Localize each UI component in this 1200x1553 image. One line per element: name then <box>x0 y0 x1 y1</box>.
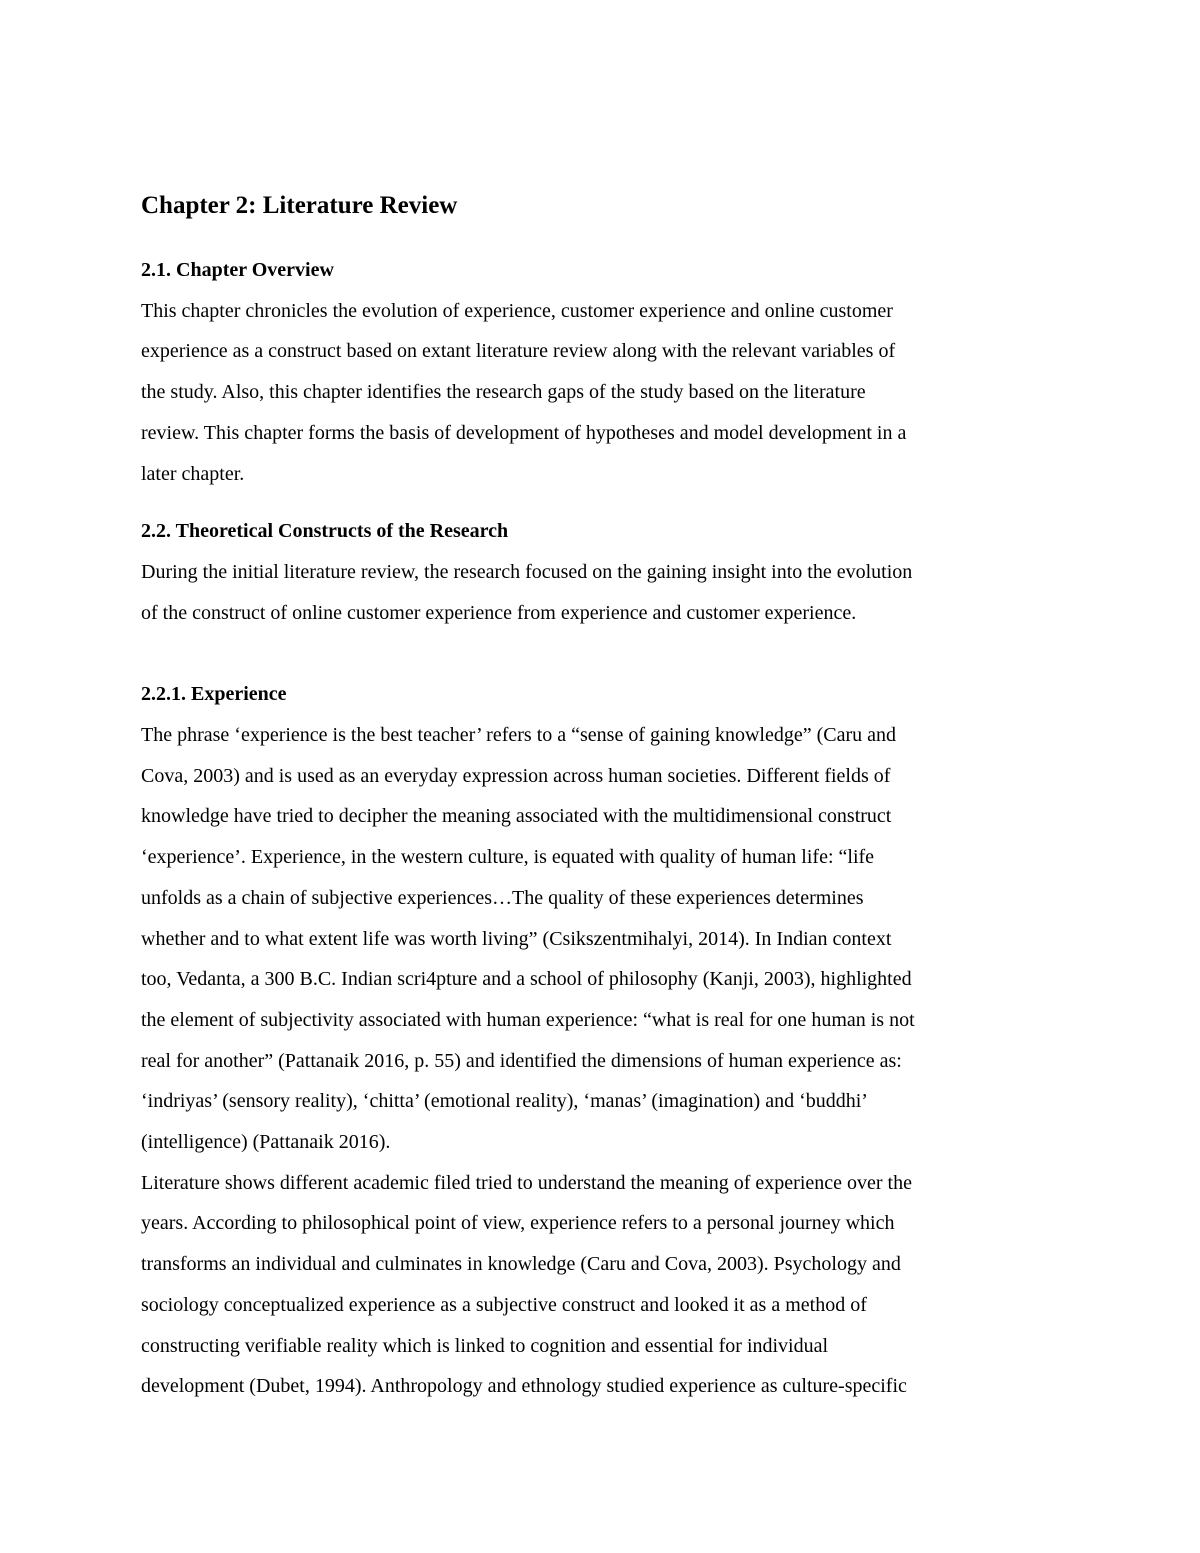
text-line: development (Dubet, 1994). Anthropology and ethnology studied experience as culture-specific <box>141 1375 907 1398</box>
text-line: knowledge have tried to decipher the meaning associated with the multidimensional construct <box>141 805 892 828</box>
text-line: the study. Also, this chapter identifies the research gaps of the study based on the literature <box>141 381 866 404</box>
paragraph-experience <box>141 715 1061 1407</box>
section-heading-experience: 2.2.1. Experience <box>141 683 287 706</box>
text-line: unfolds as a chain of subjective experiences…The quality of these experiences determines <box>141 886 864 909</box>
text-line: experience as a construct based on extant literature review along with the relevant variables of <box>141 340 896 363</box>
spacer <box>141 226 1061 250</box>
text-line: review. This chapter forms the basis of development of hypotheses and model development in a <box>141 421 907 444</box>
paragraph-theoretical-constructs <box>141 552 1061 633</box>
section-heading-overview: 2.1. Chapter Overview <box>141 259 334 281</box>
text-line: The phrase ‘experience is the best teacher’ refers to a “sense of gaining knowledge” (Caru and <box>141 724 897 747</box>
text-line: ‘indriyas’ (sensory reality), ‘chitta’ (emotional reality), ‘manas’ (imagination) and ‘buddhi’ <box>141 1090 868 1113</box>
text-line: later chapter. <box>141 462 245 485</box>
section-heading-theoretical-constructs: 2.2. Theoretical Constructs of the Research <box>141 520 509 543</box>
text-line: of the construct of online customer experience from experience and customer experience. <box>141 601 857 624</box>
text-line: This chapter chronicles the evolution of experience, customer experience and online customer <box>141 299 893 322</box>
text-line: the element of subjectivity associated with human experience: “what is real for one human is not <box>141 1008 915 1031</box>
text-line: constructing verifiable reality which is linked to cognition and essential for individual <box>141 1334 829 1357</box>
text-line: transforms an individual and culminates in knowledge (Caru and Cova, 2003). Psychology and <box>141 1253 901 1276</box>
paragraph-overview <box>141 291 1061 495</box>
text-line: During the initial literature review, the research focused on the gaining insight into the evolution <box>141 560 913 583</box>
document-page <box>141 186 1061 1407</box>
spacer <box>141 494 1061 511</box>
text-line: whether and to what extent life was worth living” (Csikszentmihalyi, 2014). In Indian context <box>141 927 892 950</box>
text-line: ‘experience’. Experience, in the western culture, is equated with quality of human life: “life <box>141 846 875 869</box>
text-line: too, Vedanta, a 300 B.C. Indian scri4pture and a school of philosophy (Kanji, 2003), highlighted <box>141 968 912 991</box>
text-line: Cova, 2003) and is used as an everyday expression across human societies. Different fields of <box>141 764 891 787</box>
spacer <box>141 633 1061 674</box>
text-line: sociology conceptualized experience as a subjective construct and looked it as a method of <box>141 1293 867 1316</box>
text-line: Literature shows different academic filed tried to understand the meaning of experience over the <box>141 1171 912 1194</box>
chapter-title: Chapter 2: Literature Review <box>141 192 458 219</box>
text-line: (intelligence) (Pattanaik 2016). <box>141 1131 391 1154</box>
text-line: years. According to philosophical point of view, experience refers to a personal journey which <box>141 1212 895 1235</box>
text-line: real for another” (Pattanaik 2016, p. 55) and identified the dimensions of human experience as: <box>141 1049 902 1072</box>
